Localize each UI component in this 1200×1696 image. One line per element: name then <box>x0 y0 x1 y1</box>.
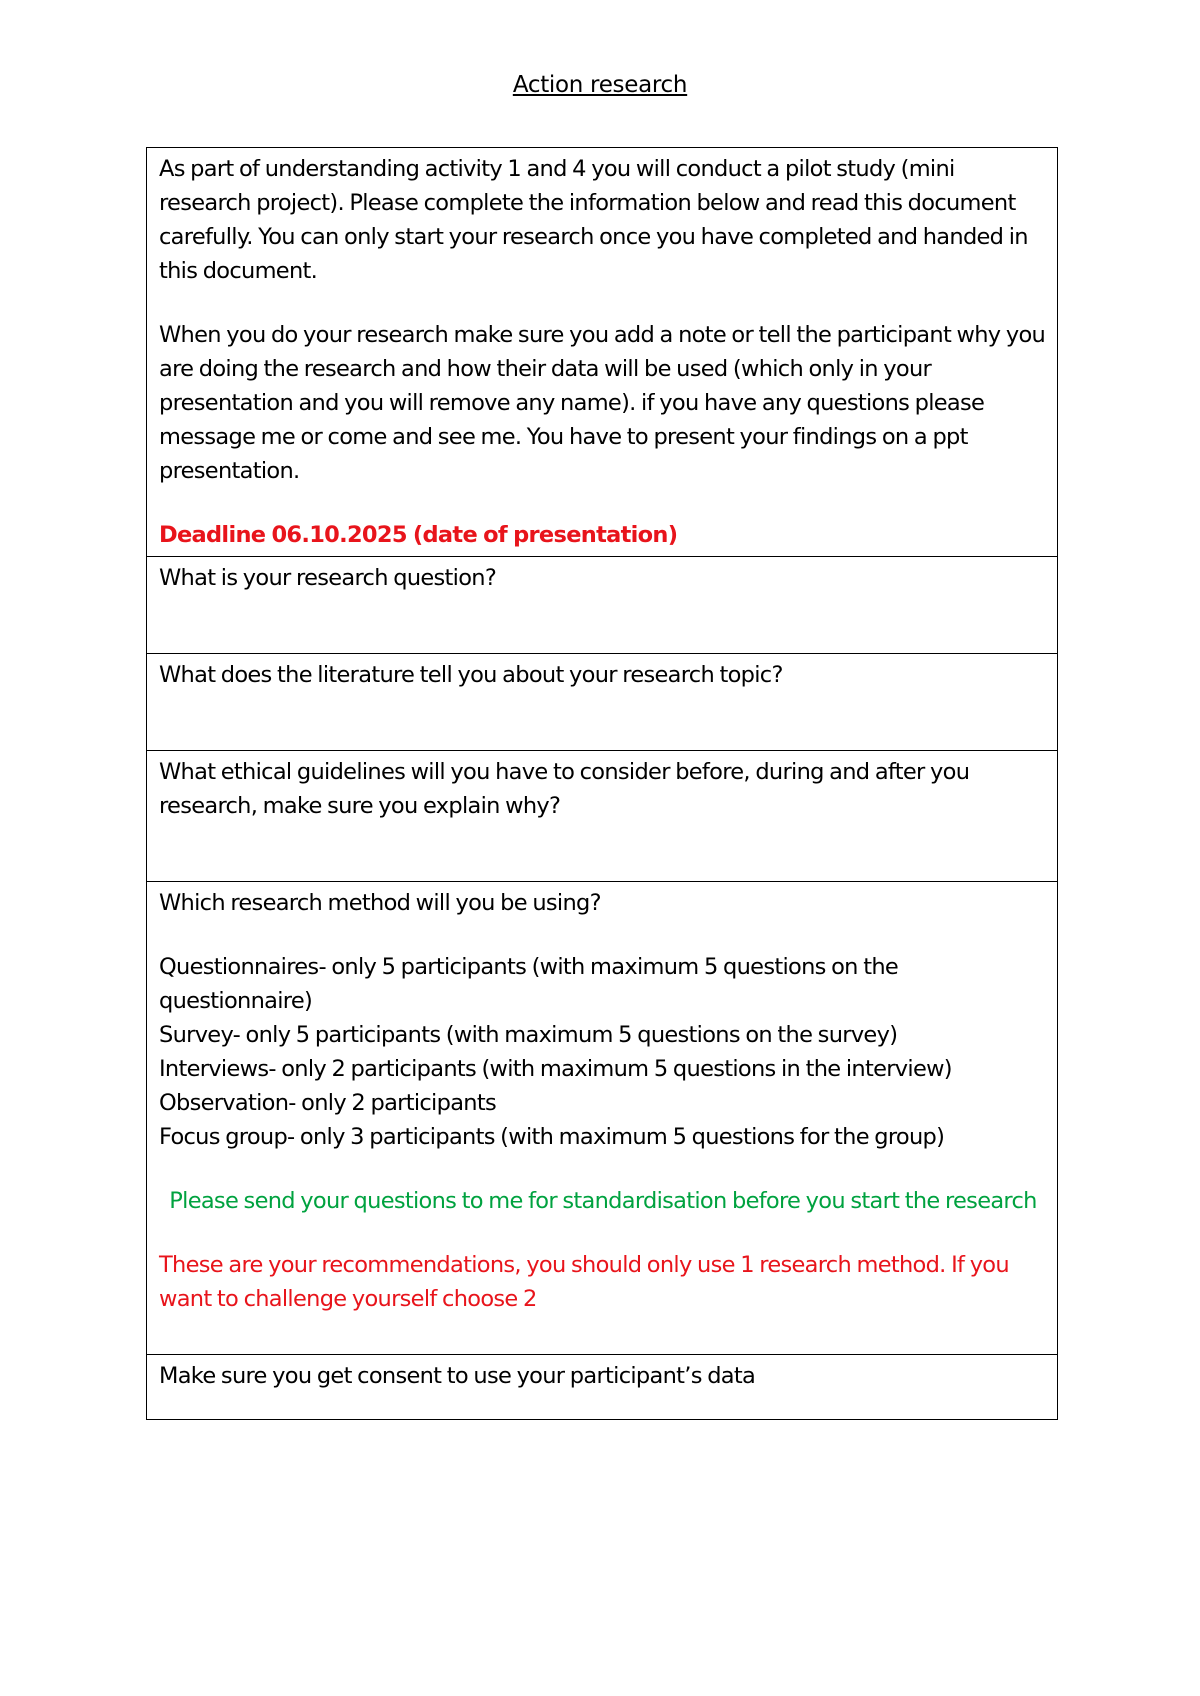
recommendation-note: These are your recommendations, you should only use 1 research method. If you want to challenge yourself choose 2 <box>159 1252 1009 1312</box>
standardisation-note: Please send your questions to me for standardisation before you start the research <box>169 1188 1037 1214</box>
action-research-form <box>146 147 1058 1420</box>
ethical-guidelines-cell[interactable] <box>147 751 1058 882</box>
research-guidance-paragraph: When you do your research make sure you add a note or tell the participant why you are doing the research and how their data will be used (which only in your presentation and you will remove any name). if you have any questions please message me or come and see me. You have to present your findings on a ppt presentation. <box>159 322 1046 484</box>
literature-row[interactable] <box>147 654 1058 751</box>
consent-row[interactable] <box>147 1355 1058 1420</box>
method-item-questionnaires: Questionnaires- only 5 participants (with maximum 5 questions on the questionnaire) <box>159 954 899 1014</box>
method-item-interviews: Interviews- only 2 participants (with maximum 5 questions in the interview) <box>159 1056 952 1082</box>
research-question-cell[interactable] <box>147 557 1058 654</box>
literature-cell[interactable] <box>147 654 1058 751</box>
intro-cell <box>147 148 1058 557</box>
deadline-text: Deadline 06.10.2025 (date of presentation) <box>159 522 678 548</box>
method-item-survey: Survey- only 5 participants (with maximum 5 questions on the survey) <box>159 1022 898 1048</box>
consent-cell[interactable] <box>147 1355 1058 1420</box>
ethical-guidelines-prompt: What ethical guidelines will you have to consider before, during and after you research, make sure you explain why? <box>159 759 970 819</box>
method-list <box>159 950 1047 1154</box>
intro-row <box>147 148 1058 557</box>
literature-prompt: What does the literature tell you about your research topic? <box>159 662 783 688</box>
method-item-focus-group: Focus group- only 3 participants (with maximum 5 questions for the group) <box>159 1124 945 1150</box>
consent-prompt: Make sure you get consent to use your participant’s data <box>159 1363 756 1389</box>
intro-paragraph: As part of understanding activity 1 and 4 you will conduct a pilot study (mini research project). Please complete the information below and read this document carefully. You can only start your research once you have completed and handed in this document. <box>159 156 1028 284</box>
research-method-row[interactable] <box>147 882 1058 1355</box>
method-item-observation: Observation- only 2 participants <box>159 1090 496 1116</box>
research-question-row[interactable] <box>147 557 1058 654</box>
ethical-guidelines-row[interactable] <box>147 751 1058 882</box>
research-method-cell[interactable] <box>147 882 1058 1355</box>
research-question-prompt: What is your research question? <box>159 565 497 591</box>
research-method-prompt: Which research method will you be using? <box>159 890 601 916</box>
document-title: Action research <box>512 72 688 98</box>
